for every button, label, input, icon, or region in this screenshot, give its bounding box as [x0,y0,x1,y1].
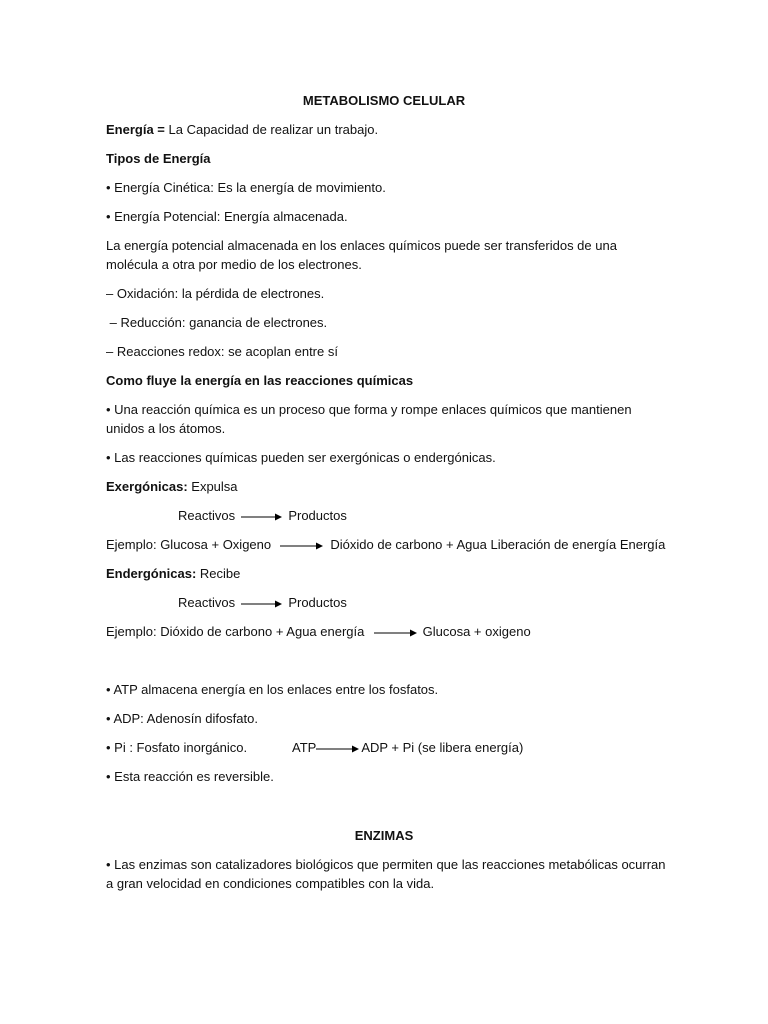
right-arrow-icon [316,744,360,754]
exer-example-left: Ejemplo: Glucosa + Oxigeno [106,537,272,552]
paragraph-potencial: La energía potencial almacenada en los enlaces químicos puede ser transferidos de una molécula a otra por medio de los electrones. [106,238,617,272]
exer-example [106,536,665,553]
bullet-atp: • ATP almacena energía en los enlaces entre los fosfatos. [106,682,439,697]
ender-example [106,623,531,640]
bullet-cinetica: • Energía Cinética: Es la energía de movimiento. [106,180,386,195]
exergonicas-label: Exergónicas: [106,479,188,494]
ender-example-right: Glucosa + oxigeno [422,624,531,639]
exergonicas-text: Expulsa [191,479,238,494]
right-arrow-icon [374,628,418,638]
oxidacion-item: – Oxidación: la pérdida de electrones. [106,286,325,301]
bullet-reversible: • Esta reacción es reversible. [106,769,274,784]
bullet-potencial: • Energía Potencial: Energía almacenada. [106,209,348,224]
tipos-heading: Tipos de Energía [106,151,211,166]
reduccion-item: – Reducción: ganancia de electrones. [106,315,328,330]
enzimas-heading: ENZIMAS [354,828,414,843]
exergonicas-line [106,478,238,495]
bullet-reaccion: • Una reacción química es un proceso que forma y rompe enlaces químicos que mantienen unidos a los átomos. [106,402,632,436]
endergonicas-label: Endergónicas: [106,566,197,581]
bullet-pi: • Pi : Fosfato inorgánico. [106,740,248,755]
energia-text: La Capacidad de realizar un trabajo. [168,122,379,137]
bullet-adp: • ADP: Adenosín difosfato. [106,711,258,726]
endergonicas-line [106,565,240,582]
energia-label: Energía = [106,122,165,137]
redox-item: – Reacciones redox: se acoplan entre sí [106,344,338,359]
right-arrow-icon [241,512,283,522]
atp-left: ATP [292,740,317,755]
bullet-enzimas: • Las enzimas son catalizadores biológicos que permiten que las reacciones metabólicas ocurran a gran velocidad en condiciones compatibles con la vida. [106,857,666,891]
exer-reactivos: Reactivos [178,508,236,523]
bullet-exer-ender: • Las reacciones químicas pueden ser exergónicas o endergónicas. [106,450,496,465]
exer-productos: Productos [288,508,347,523]
right-arrow-icon [241,599,283,609]
fluye-heading: Como fluye la energía en las reacciones químicas [106,373,414,388]
exer-example-right: Dióxido de carbono + Agua Liberación de energía Energía [330,537,666,552]
ender-reaction [178,594,347,611]
ender-reactivos: Reactivos [178,595,236,610]
page-title: METABOLISMO CELULAR [302,93,466,108]
endergonicas-text: Recibe [199,566,241,581]
ender-example-left: Ejemplo: Dióxido de carbono + Agua energía [106,624,365,639]
exer-reaction [178,507,347,524]
ender-productos: Productos [288,595,347,610]
atp-right: ADP + Pi (se libera energía) [361,740,524,755]
energia-definition [106,121,378,138]
right-arrow-icon [280,541,324,551]
atp-reaction [292,739,523,756]
